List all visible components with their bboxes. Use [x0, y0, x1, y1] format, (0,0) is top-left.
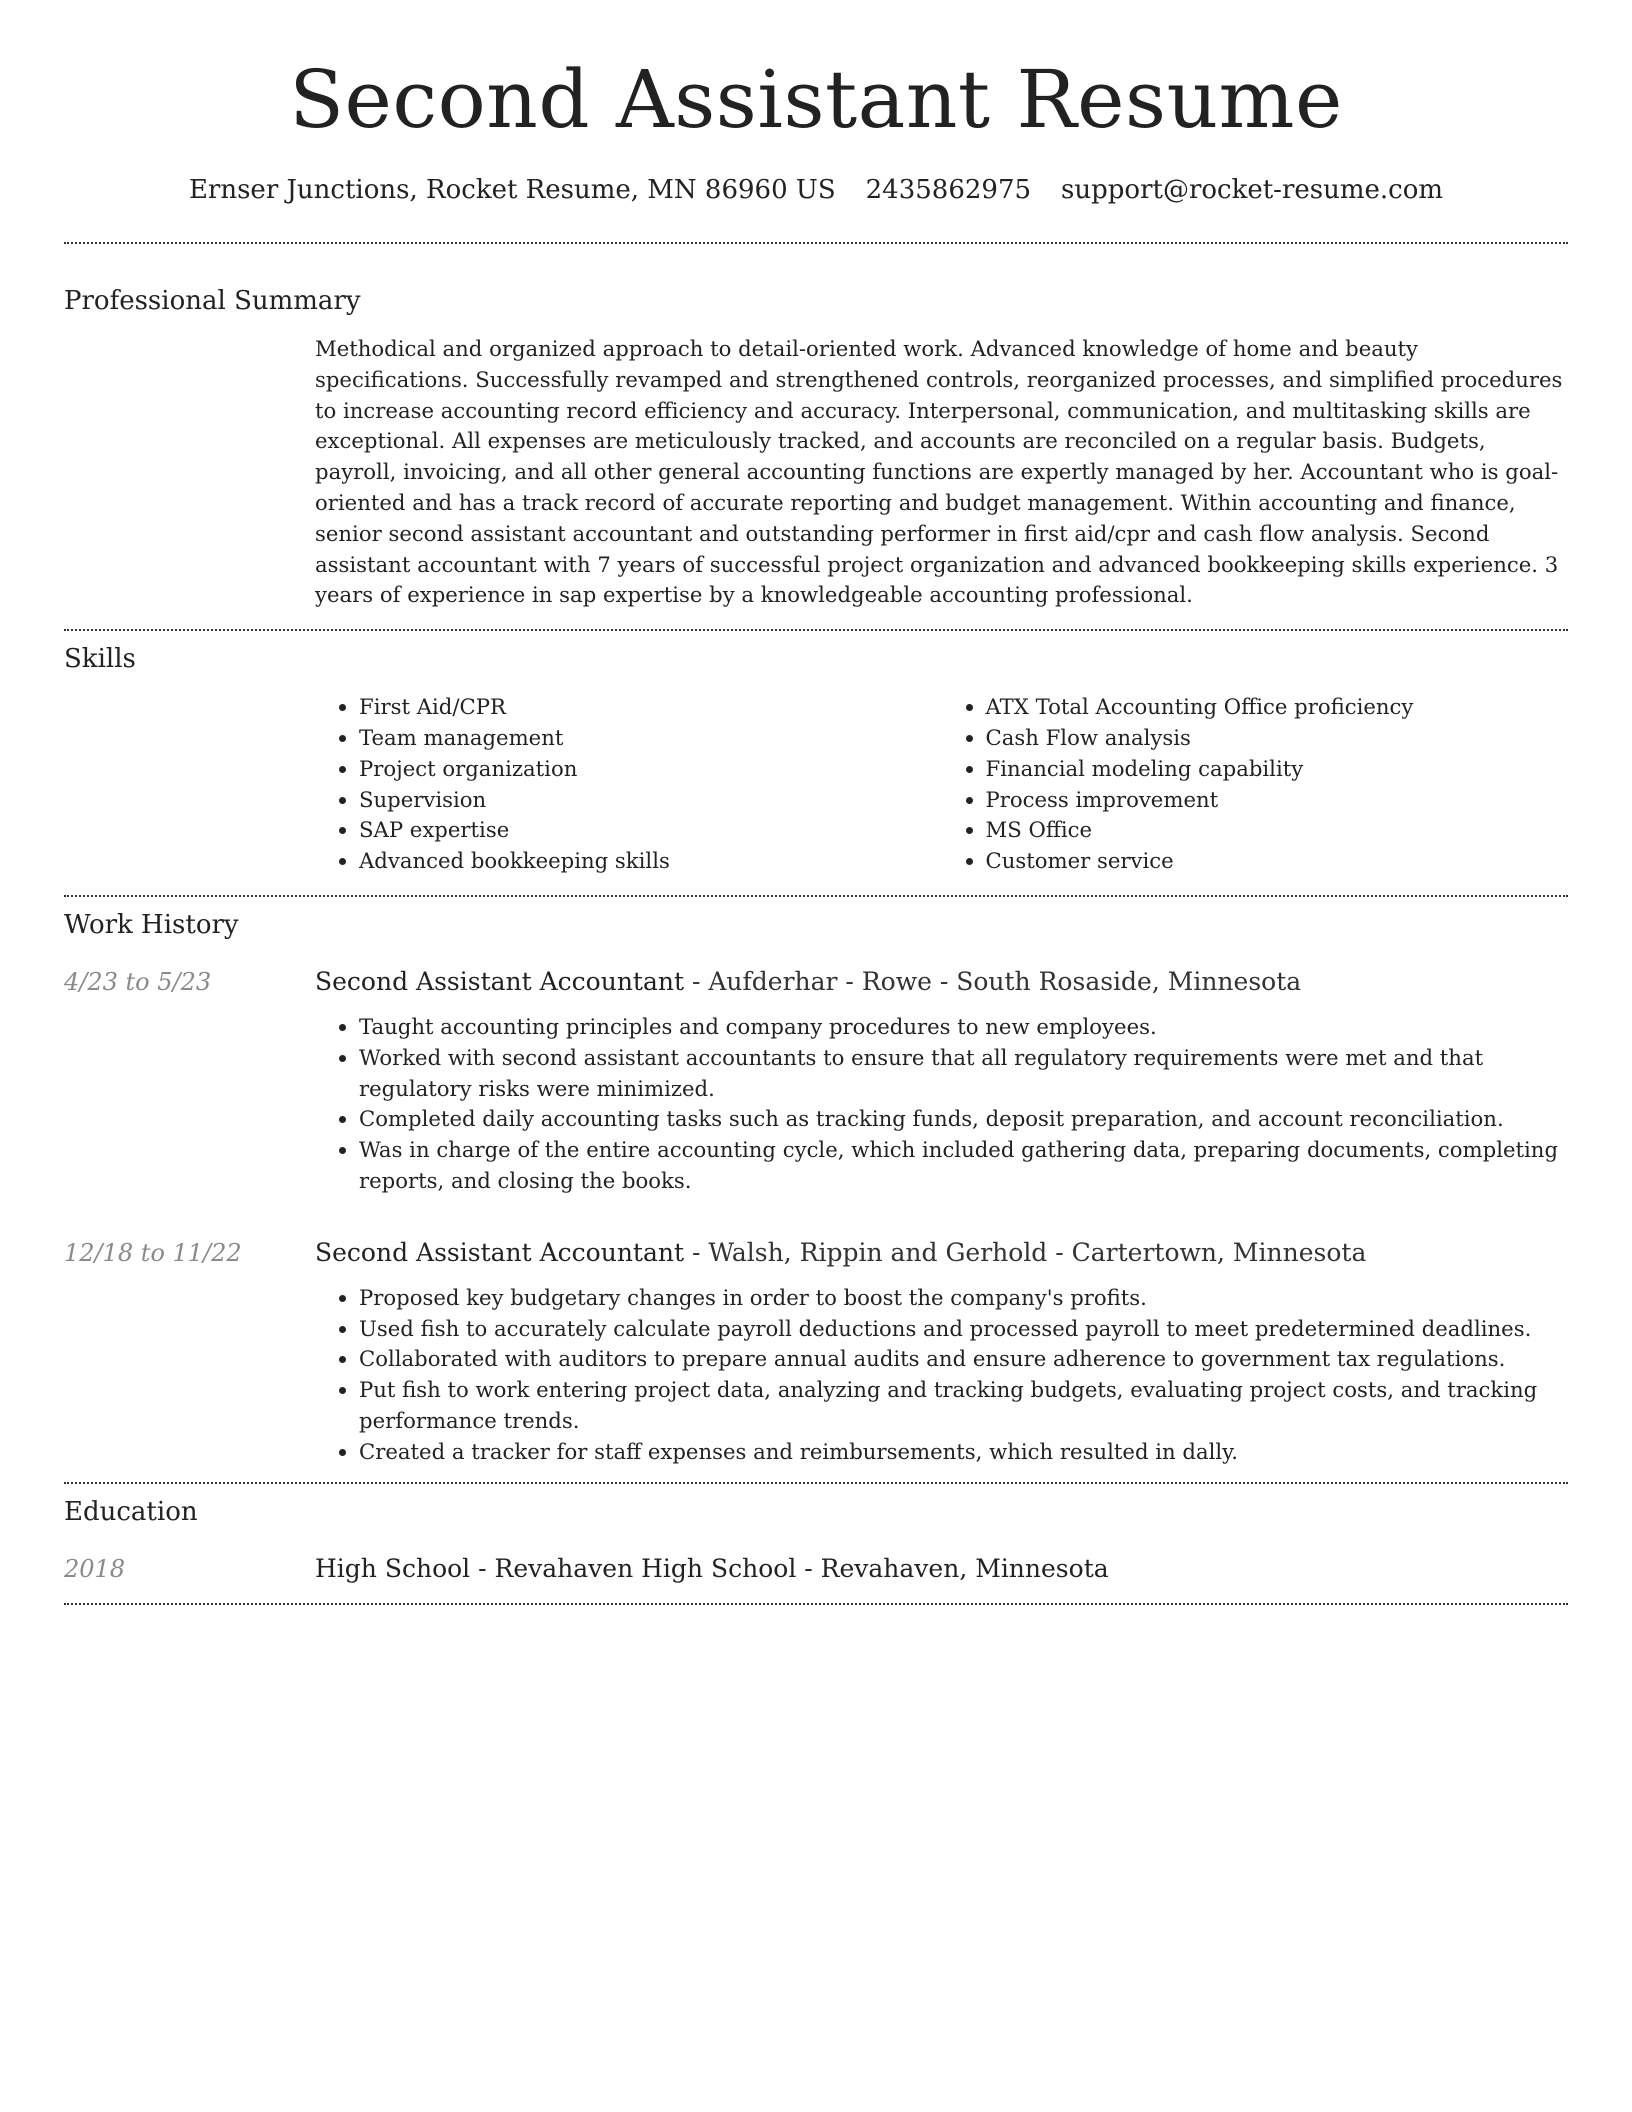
job-title-line	[315, 964, 1301, 1000]
divider	[64, 242, 1568, 244]
job-duties	[315, 1012, 1568, 1197]
job-date: 4/23 to 5/23	[64, 967, 212, 996]
resume-title: Second Assistant Resume	[289, 53, 1343, 146]
job-employer: - Walsh, Rippin and Gerhold - Cartertown, Minnesota	[684, 1237, 1367, 1267]
job-header	[64, 964, 1568, 1000]
job-duties	[315, 1283, 1568, 1468]
job-bullet: • Completed daily accounting tasks such as tracking funds, deposit preparation, and account reconciliation.	[359, 1104, 1568, 1135]
job-date: 12/18 to 11/22	[64, 1238, 242, 1267]
skill-item: • ATX Total Accounting Office proficiency	[986, 692, 1569, 723]
skill-item: • Financial modeling capability	[986, 754, 1569, 785]
skill-item: • SAP expertise	[359, 815, 942, 846]
education-date: 2018	[64, 1554, 126, 1583]
education-entry	[64, 1551, 1568, 1587]
skill-item: • First Aid/CPR	[359, 692, 942, 723]
divider	[64, 629, 1568, 631]
skills-list	[315, 692, 1568, 877]
skill-item: • Cash Flow analysis	[986, 723, 1569, 754]
job-bullet: • Put fish to work entering project data, analyzing and tracking budgets, evaluating project costs, and tracking performance trends.	[359, 1375, 1568, 1437]
job-bullets	[315, 1283, 1568, 1468]
job-bullet: • Created a tracker for staff expenses and reimbursements, which resulted in dally.	[359, 1437, 1568, 1468]
skills-heading: Skills	[64, 644, 136, 675]
skill-item: • Project organization	[359, 754, 942, 785]
job-bullet: • Collaborated with auditors to prepare annual audits and ensure adherence to government tax regulations.	[359, 1344, 1568, 1375]
education-section	[64, 1494, 1568, 1587]
work-heading: Work History	[64, 909, 239, 940]
skill-item: • Process improvement	[986, 785, 1569, 816]
job-bullet: • Proposed key budgetary changes in order to boost the company's profits.	[359, 1283, 1568, 1314]
work-section	[64, 907, 1568, 1468]
skills-column-left	[315, 692, 942, 877]
summary-section	[64, 283, 1568, 611]
job-bullet: • Worked with second assistant accountants to ensure that all regulatory requirements were met and that regulatory risks were minimized.	[359, 1043, 1568, 1105]
divider	[64, 1603, 1568, 1605]
divider	[64, 1482, 1568, 1484]
contact-address: Ernser Junctions, Rocket Resume, MN 86960 US	[188, 175, 836, 205]
summary-heading: Professional Summary	[64, 286, 361, 316]
contact-line	[64, 172, 1568, 208]
job-bullets	[315, 1012, 1568, 1197]
job-entry	[64, 1235, 1568, 1468]
job-role: Second Assistant Accountant	[315, 966, 685, 996]
job-bullet: • Taught accounting principles and company procedures to new employees.	[359, 1012, 1568, 1043]
skill-item: • Team management	[359, 723, 942, 754]
job-title-line	[315, 1235, 1366, 1271]
education-detail: High School - Revahaven High School - Revahaven, Minnesota	[315, 1553, 1109, 1583]
job-header	[64, 1235, 1568, 1271]
skill-item: • Customer service	[986, 846, 1569, 877]
divider	[64, 895, 1568, 897]
job-role: Second Assistant Accountant	[315, 1237, 685, 1267]
job-entry	[64, 964, 1568, 1197]
summary-text: Methodical and organized approach to detail-oriented work. Advanced knowledge of home and beauty specifications. Successfully revamped and strengthened controls, reorganized processes, and simplified procedures to increase accounting record efficiency and accuracy. Interpersonal, communication, and multitasking skills are exceptional. All expenses are meticulously tracked, and accounts are reconciled on a regular basis. Budgets, payroll, invoicing, and all other general accounting functions are expertly managed by her. Accountant who is goal-oriented and has a track record of accurate reporting and budget management. Within accounting and finance, senior second assistant accountant and outstanding performer in first aid/cpr and cash flow analysis. Second assistant accountant with 7 years of successful project organization and advanced bookkeeping skills experience. 3 years of experience in sap expertise by a knowledgeable accounting professional.	[315, 336, 1563, 608]
job-bullet: • Used fish to accurately calculate payroll deductions and processed payroll to meet predetermined deadlines.	[359, 1314, 1568, 1345]
resume-page	[64, 0, 1568, 1605]
contact-email[interactable]: support@rocket-resume.com	[1061, 175, 1444, 205]
skill-item: • Supervision	[359, 785, 942, 816]
skills-section	[64, 641, 1568, 877]
contact-phone: 2435862975	[865, 175, 1032, 205]
skill-item: • Advanced bookkeeping skills	[359, 846, 942, 877]
skill-item: • MS Office	[986, 815, 1569, 846]
job-employer: - Aufderhar - Rowe - South Rosaside, Minnesota	[684, 966, 1302, 996]
job-bullet: • Was in charge of the entire accounting cycle, which included gathering data, preparing documents, completing reports, and closing the books.	[359, 1135, 1568, 1197]
skills-column-right	[942, 692, 1569, 877]
education-heading: Education	[64, 1496, 198, 1527]
